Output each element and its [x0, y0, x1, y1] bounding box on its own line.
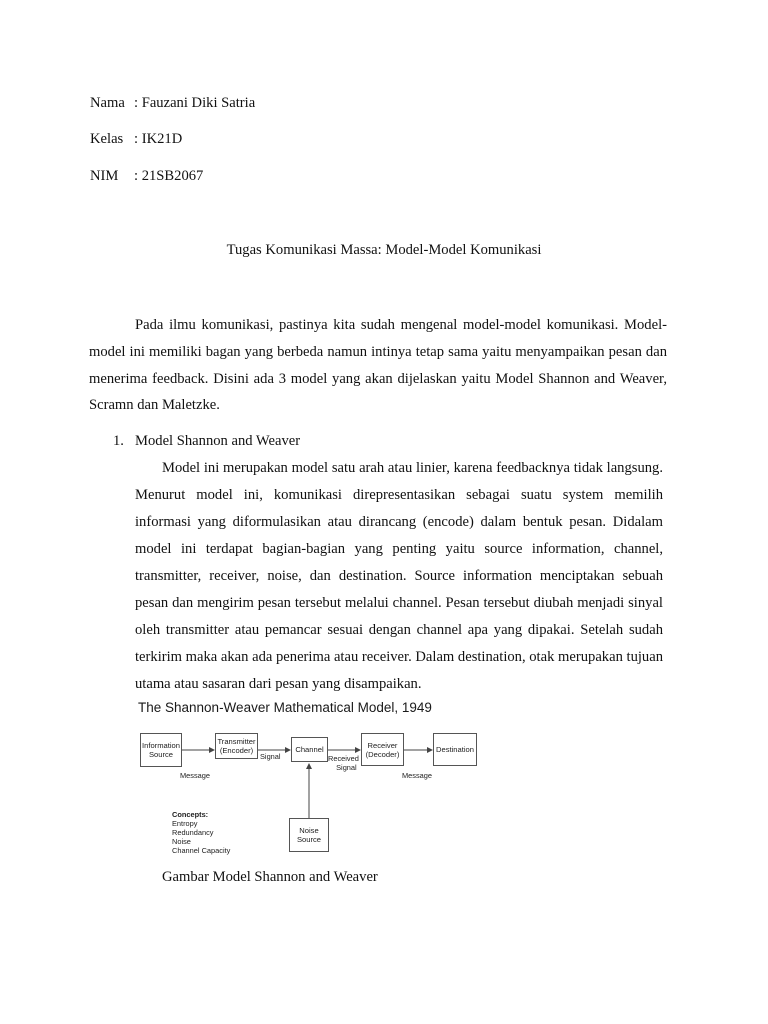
class-value: : IK21D	[134, 131, 183, 147]
destination-box: Destination	[433, 733, 477, 766]
class-label: Kelas	[90, 131, 124, 147]
class-line	[90, 130, 182, 148]
list-number: 1.	[113, 433, 124, 449]
intro-text: Pada ilmu komunikasi, pastinya kita sudah mengenal model-model komunikasi. Model-model ini memiliki bagan yang berbeda namun intinya tetap sama yaitu menyampaikan pesan dan menerima feedback. Disini ada 3 model yang akan dijelaskan yaitu Model Shannon and Weaver, Scramn dan Maletzke.	[89, 317, 667, 414]
nim-label: NIM	[90, 168, 119, 184]
concept-item: Channel Capacity	[172, 846, 231, 855]
nim-line	[90, 167, 203, 185]
message-label-right: Message	[402, 771, 432, 780]
document-title: Tugas Komunikasi Massa: Model-Model Komunikasi	[226, 242, 542, 258]
concept-item: Noise	[172, 837, 191, 846]
concepts-heading: Concepts:	[172, 810, 209, 819]
concept-item: Redundancy	[172, 828, 214, 837]
name-value: : Fauzani Diki Satria	[134, 95, 256, 111]
section-paragraph	[135, 455, 663, 698]
noise-source-box: Noise Source	[289, 818, 329, 852]
intro-paragraph	[89, 312, 667, 419]
information-source-box: Information Source	[140, 733, 182, 767]
transmitter-box: Transmitter (Encoder)	[215, 733, 258, 759]
section-text: Model ini merupakan model satu arah atau linier, karena feedbacknya tidak langsung. Menurut model ini, komunikasi direpresentasikan sebagai suatu system memilih informasi yang diformulasikan atau dirancang (encode) dalam bentuk pesan. Didalam model ini terdapat bagian-bagian yang penting yaitu source information, channel, transmitter, receiver, noise, dan destination. Source information menciptakan sebuah pesan dan mengirim pesan tersebut melalui channel. Pesan tersebut diubah menjadi sinyal oleh transmitter atau pemancar sesuai dengan channel apa yang dipakai. Setelah sudah terkirim maka akan ada penerima atau receiver. Dalam destination, otak merupakan tujuan utama atau sasaran dari pesan yang disampaikan.	[135, 460, 663, 692]
section-heading: Model Shannon and Weaver	[135, 433, 301, 449]
shannon-weaver-diagram	[134, 698, 484, 860]
name-label: Nama	[90, 95, 125, 111]
concept-item: Entropy	[172, 819, 198, 828]
channel-box: Channel	[291, 737, 328, 762]
received-signal-label: Received Signal	[328, 754, 359, 772]
message-label-left: Message	[180, 771, 210, 780]
name-line	[90, 94, 255, 112]
signal-label: Signal	[260, 752, 281, 761]
figure-caption: Gambar Model Shannon and Weaver	[162, 869, 378, 885]
nim-value: : 21SB2067	[134, 168, 204, 184]
diagram-title: The Shannon-Weaver Mathematical Model, 1949	[138, 700, 432, 715]
receiver-box: Receiver (Decoder)	[361, 733, 404, 766]
